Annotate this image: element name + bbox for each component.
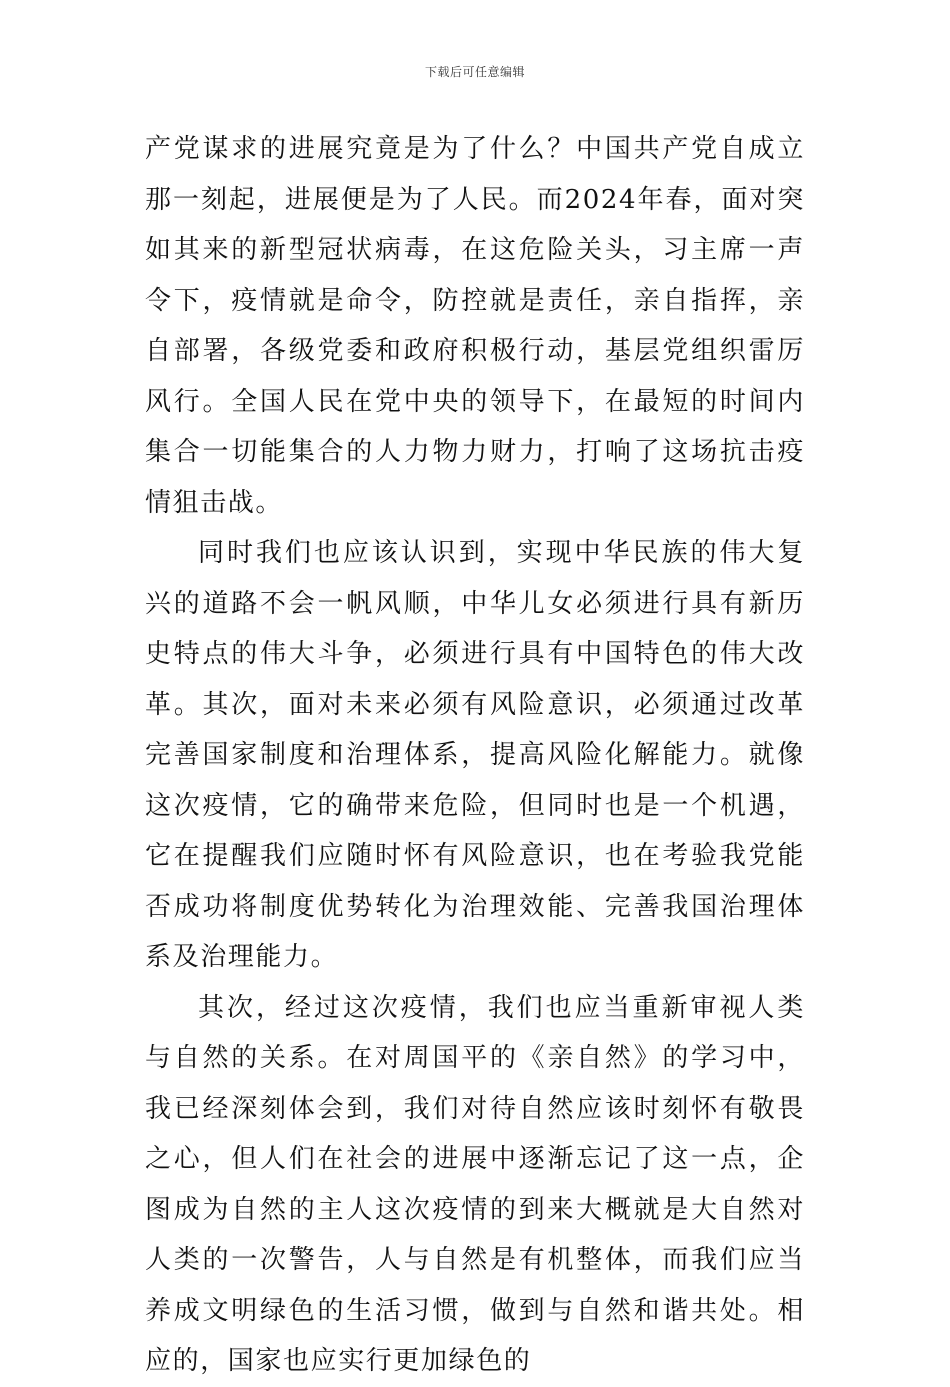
paragraph-1: 产党谋求的进展究竟是为了什么？中国共产党自成立那一刻起，进展便是为了人民。而2024年春，面对突如其来的新型冠状病毒，在这危险关头，习主席一声令下，疫情就是命令，防控就是责任，亲自指挥，亲自部署，各级党委和政府积极行动，基层党组织雷厉风行。全国人民在党中央的领导下，在最短的时间内集合一切能集合的人力物力财力，打响了这场抗击疫情狙击战。 [145,134,805,518]
page-header-note: 下载后可任意编辑 [424,65,525,79]
paragraph-3: 其次，经过这次疫情，我们也应当重新审视人类与自然的关系。在对周国平的《亲自然》的学习中，我已经深刻体会到，我们对待自然应该时刻怀有敬畏之心，但人们在社会的进展中逐渐忘记了这一点，企图成为自然的主人这次疫情的到来大概就是大自然对人类的一次警告，人与自然是有机整体，而我们应当养成文明绿色的生活习惯，做到与自然和谐共处。相应的，国家也应实行更加绿色的 [145,992,805,1376]
paragraph-2: 同时我们也应该认识到，实现中华民族的伟大复兴的道路不会一帆风顺，中华儿女必须进行具有新历史特点的伟大斗争，必须进行具有中国特色的伟大改革。其次，面对未来必须有风险意识，必须通过改革完善国家制度和治理体系，提高风险化解能力。就像这次疫情，它的确带来危险，但同时也是一个机遇，它在提醒我们应随时怀有风险意识，也在考验我党能否成功将制度优势转化为治理效能、完善我国治理体系及治理能力。 [145,538,805,972]
document-body [145,124,805,1387]
